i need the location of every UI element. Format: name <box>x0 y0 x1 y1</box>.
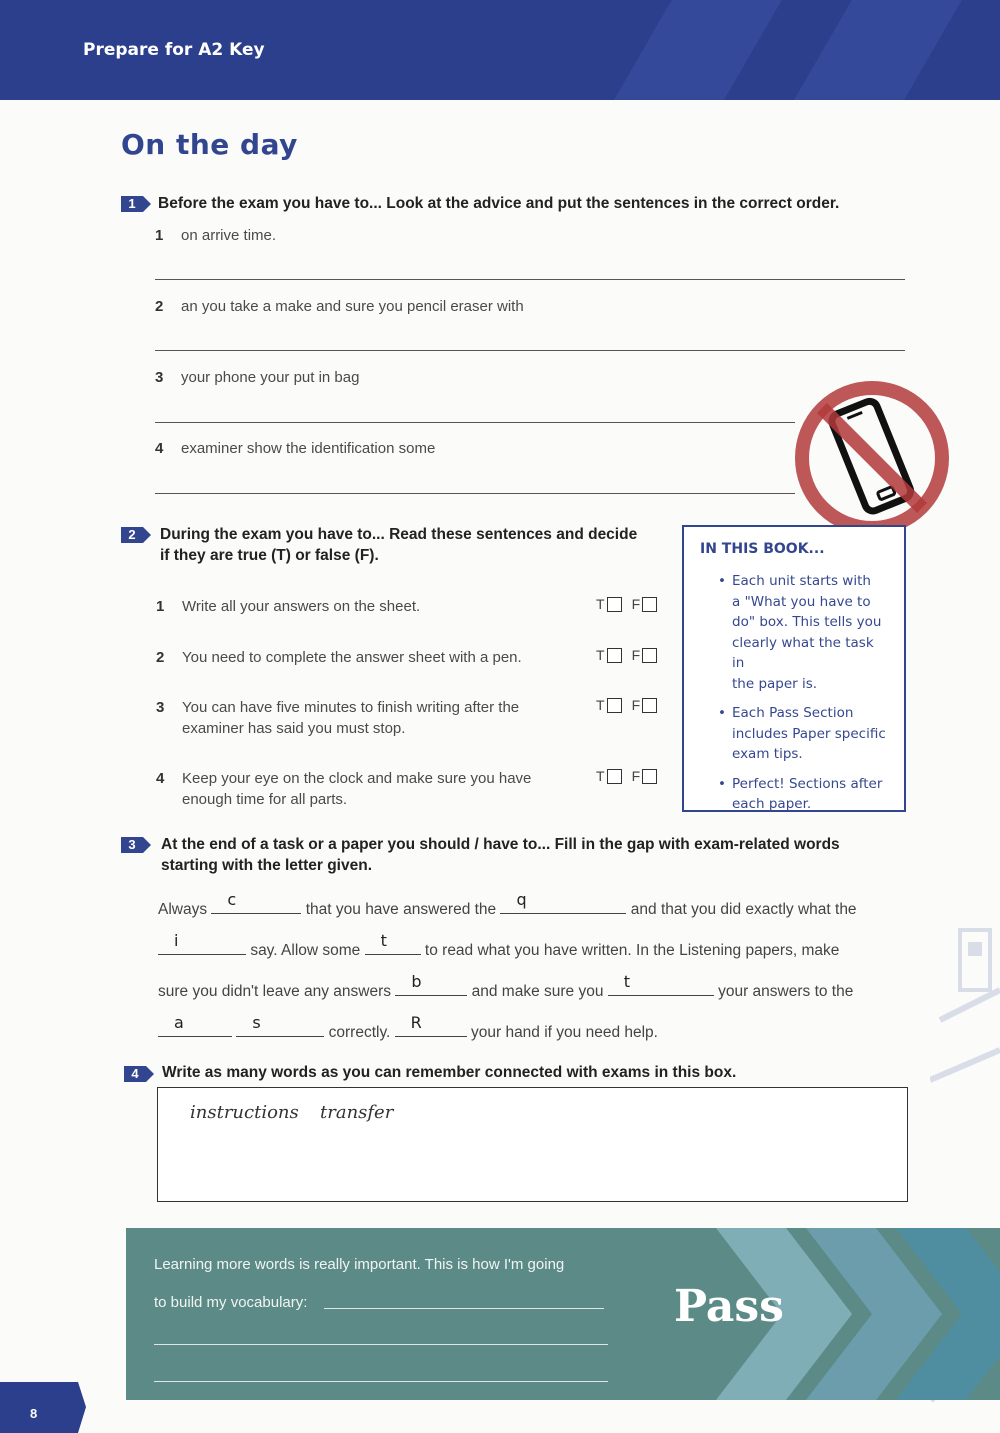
exercise-2-item: 4 Keep your eye on the clock and make sure you have enough time for all parts. <box>156 770 532 808</box>
page-title: On the day <box>121 128 298 161</box>
gap-blank[interactable]: a <box>158 1019 232 1037</box>
true-false-checkboxes: T F <box>596 647 657 663</box>
exercise-1-item: 1 on arrive time. <box>155 227 277 244</box>
gap-fill-row: i say. Allow some t to read what you have written. In the Listening papers, make <box>158 937 839 960</box>
handwritten-word: transfer <box>320 1102 394 1123</box>
exercise-1-item: 4 examiner show the identification some <box>155 440 436 457</box>
info-box-list <box>700 571 888 815</box>
in-this-book-box <box>682 525 906 812</box>
gap-fill-row: Always c that you have answered the q and that you did exactly what the <box>158 890 857 918</box>
true-checkbox[interactable] <box>607 648 622 663</box>
answer-line[interactable] <box>155 422 795 423</box>
true-checkbox[interactable] <box>607 597 622 612</box>
exercise-2-item: 2 You need to complete the answer sheet with a pen. <box>156 649 522 666</box>
info-box-bullet: • Perfect! Sections after each paper. <box>718 775 883 812</box>
header-title: Prepare for A2 Key <box>83 40 265 60</box>
gap-blank[interactable]: b <box>395 978 467 996</box>
pass-banner <box>126 1228 1000 1400</box>
page-number: 8 <box>30 1406 38 1421</box>
answer-line[interactable] <box>154 1381 608 1382</box>
answer-line[interactable] <box>324 1308 604 1309</box>
header-stripe <box>597 0 794 100</box>
word-box[interactable] <box>157 1087 908 1202</box>
answer-line[interactable] <box>154 1344 608 1345</box>
answer-line[interactable] <box>155 350 905 351</box>
exercise-2-item: 1 Write all your answers on the sheet. <box>156 598 421 615</box>
exercise-3-instruction: At the end of a task or a paper you should / have to... Fill in the gap with exam-related words starting with the letter given. <box>161 836 840 874</box>
true-false-checkboxes: T F <box>596 596 657 612</box>
gap-blank[interactable]: q <box>500 896 626 914</box>
true-checkbox[interactable] <box>607 769 622 784</box>
false-checkbox[interactable] <box>642 698 657 713</box>
answer-line[interactable] <box>155 279 905 280</box>
gap-blank[interactable]: i <box>158 937 246 955</box>
exercise-2-instruction: During the exam you have to... Read these sentences and decide if they are true (T) or false (F). <box>160 526 638 564</box>
gap-fill-row: sure you didn't leave any answers b and make sure you t your answers to the <box>158 972 854 1000</box>
info-box-title: IN THIS BOOK... <box>700 541 825 557</box>
exercise-2-badge: 2 <box>121 527 151 543</box>
gap-blank[interactable]: R <box>395 1019 467 1037</box>
true-false-checkboxes: T F <box>596 697 657 713</box>
gap-blank[interactable]: t <box>608 978 714 996</box>
gap-blank[interactable]: t <box>365 937 421 955</box>
false-checkbox[interactable] <box>642 648 657 663</box>
false-checkbox[interactable] <box>642 769 657 784</box>
exercise-1-badge: 1 <box>121 196 151 212</box>
true-checkbox[interactable] <box>607 698 622 713</box>
gap-blank[interactable]: s <box>236 1019 324 1037</box>
exercise-4-badge: 4 <box>124 1066 154 1082</box>
gap-fill-row: a s correctly. R your hand if you need help. <box>158 1019 658 1042</box>
gap-blank[interactable]: c <box>211 896 301 914</box>
false-checkbox[interactable] <box>642 597 657 612</box>
exercise-3-badge: 3 <box>121 837 151 853</box>
page-number-tab <box>0 1382 86 1433</box>
handwritten-word: instructions <box>190 1102 299 1123</box>
header-stripe <box>777 0 974 100</box>
pass-title: Pass <box>674 1281 784 1332</box>
answer-line[interactable] <box>155 493 795 494</box>
exercise-1-instruction: Before the exam you have to... Look at the advice and put the sentences in the correct order. <box>158 195 840 212</box>
banner-text: to build my vocabulary: <box>154 1294 308 1311</box>
info-box-bullet: • Each Pass Section includes Paper specific exam tips. <box>718 705 886 762</box>
exercise-1-item: 2 an you take a make and sure you pencil eraser with <box>155 298 524 315</box>
exercise-2-item: 3 You can have five minutes to finish writing after the examiner has said you must stop. <box>156 699 520 737</box>
header-band <box>0 0 1000 100</box>
exercise-1-item: 3 your phone your put in bag <box>155 369 360 386</box>
true-false-checkboxes: T F <box>596 768 657 784</box>
no-phone-icon <box>784 378 960 544</box>
info-box-bullet: • Each unit starts with a "What you have to do" box. This tells you clearly what the task in the paper is. <box>718 573 882 692</box>
exercise-4-instruction: Write as many words as you can remember connected with exams in this box. <box>162 1064 737 1081</box>
banner-text: Learning more words is really important. This is how I'm going <box>154 1256 565 1273</box>
